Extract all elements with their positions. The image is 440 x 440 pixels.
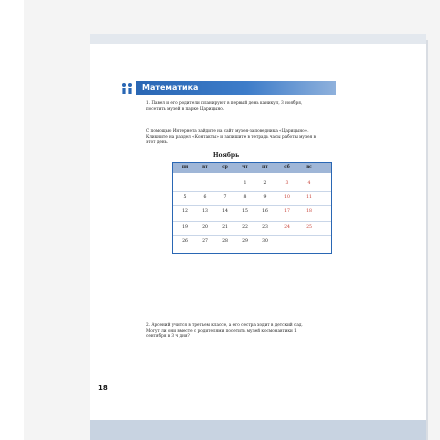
calendar-day: 30 bbox=[262, 239, 268, 244]
left-margin bbox=[0, 0, 24, 440]
calendar-day: 29 bbox=[242, 239, 248, 244]
page-number: 18 bbox=[98, 384, 108, 392]
task-1-text: 1. Павел и его родители планируют в первый день каникул, 3 ноября, посетить музей в парке Царицыно. bbox=[146, 100, 303, 111]
calendar-day: 17 bbox=[284, 209, 290, 214]
calendar-day: 15 bbox=[242, 209, 248, 214]
calendar-day: 1 bbox=[243, 181, 247, 186]
page-top-band bbox=[90, 34, 426, 44]
calendar-day: 8 bbox=[243, 195, 247, 200]
calendar-day: 16 bbox=[262, 209, 268, 214]
calendar-day: 20 bbox=[202, 225, 208, 230]
calendar-month-title: Ноябрь bbox=[212, 152, 240, 159]
calendar-weekday-3: чт bbox=[242, 165, 248, 170]
calendar bbox=[172, 162, 332, 254]
calendar-row-divider bbox=[173, 205, 331, 206]
calendar-day: 4 bbox=[307, 181, 311, 186]
section-header bbox=[120, 80, 336, 96]
calendar-day: 23 bbox=[262, 225, 268, 230]
calendar-day: 21 bbox=[222, 225, 228, 230]
calendar-day: 10 bbox=[284, 195, 290, 200]
calendar-weekday-0: пн bbox=[181, 165, 189, 170]
calendar-weekday-6: вс bbox=[306, 165, 312, 170]
calendar-row-divider bbox=[173, 235, 331, 236]
calendar-day: 5 bbox=[183, 195, 187, 200]
calendar-day: 27 bbox=[202, 239, 208, 244]
calendar-weekday-1: вт bbox=[202, 165, 208, 170]
calendar-day: 3 bbox=[285, 181, 289, 186]
calendar-day: 12 bbox=[182, 209, 188, 214]
calendar-weekday-4: пт bbox=[262, 165, 268, 170]
people-icon bbox=[120, 81, 134, 95]
calendar-day: 24 bbox=[284, 225, 290, 230]
calendar-day: 28 bbox=[222, 239, 228, 244]
calendar-row-divider bbox=[173, 191, 331, 192]
calendar-day: 7 bbox=[223, 195, 227, 200]
calendar-day: 14 bbox=[222, 209, 228, 214]
calendar-weekday-5: сб bbox=[284, 165, 290, 170]
calendar-day: 2 bbox=[263, 181, 267, 186]
calendar-day: 13 bbox=[202, 209, 208, 214]
task-2-text: 2. Арсений учится в третьем классе, а его сестра ходит в детский сад. Могут ли они вместе с родителями посетить музей космонавтики 1 сентября в 3 ч дня? bbox=[146, 322, 303, 339]
calendar-row-divider bbox=[173, 221, 331, 222]
calendar-day: 19 bbox=[182, 225, 188, 230]
task-1-instruction: С помощью Интернета зайдите на сайт музея-заповедника «Царицыно». Кликните на раздел «Контакты» и запишите в тетрадь часы работы музея в этот день. bbox=[146, 128, 316, 145]
calendar-day: 22 bbox=[242, 225, 248, 230]
calendar-day: 18 bbox=[306, 209, 312, 214]
calendar-day: 25 bbox=[306, 225, 312, 230]
calendar-day: 11 bbox=[306, 195, 312, 200]
calendar-day: 26 bbox=[182, 239, 188, 244]
page-bottom-strip bbox=[90, 420, 426, 440]
calendar-day: 9 bbox=[263, 195, 267, 200]
calendar-weekday-2: ср bbox=[222, 165, 228, 170]
calendar-day: 6 bbox=[203, 195, 207, 200]
section-title: Математика bbox=[142, 83, 199, 92]
